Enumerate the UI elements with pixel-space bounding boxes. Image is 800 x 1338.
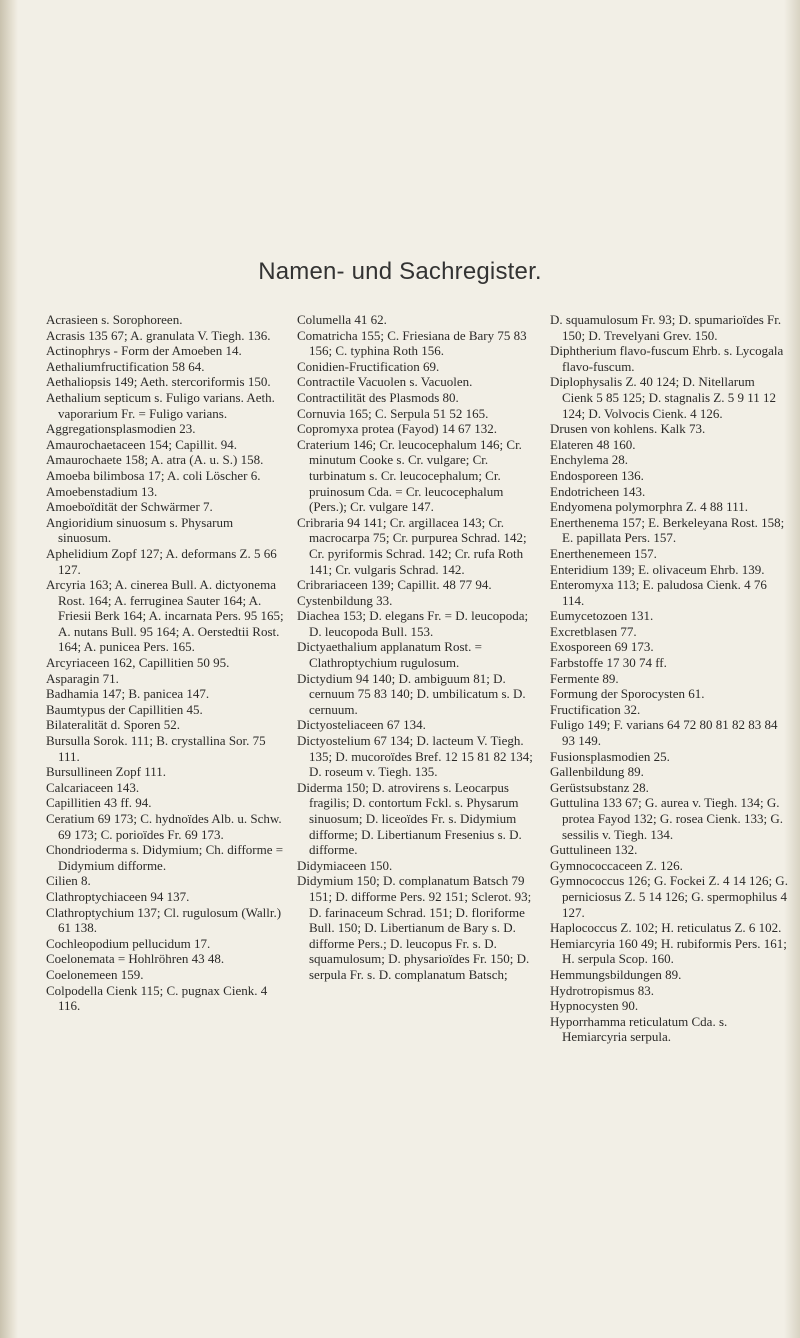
index-entry: Haplococcus Z. 102; H. reticulatus Z. 6 102. <box>550 920 782 936</box>
index-entry: Guttulineen 132. <box>550 842 638 858</box>
index-entry: Diderma 150; D. atrovirens s. Leocarpus fragilis; D. contortum Fckl. s. Physarum sinuosum; D. liceoïdes Fr. s. Didymium difforme; D. Libertianum Fresenius s. D. difforme. <box>297 779 522 858</box>
index-entry: Fusionsplasmodien 25. <box>550 748 670 764</box>
index-entry: Dictyostelium 67 134; D. lacteum V. Tiegh. 135; D. mucoroïdes Bref. 12 15 81 82 134; D. roseum v. Tiegh. 135. <box>297 733 533 780</box>
index-entry: Arcyria 163; A. cinerea Bull. A. dictyonema Rost. 164; A. ferruginea Sauter 164; A. Friesii Berk 164; A. incarnata Pers. 95 165; A. nutans Bull. 95 164; A. Oerstedtii Rost. 164; A. punicea Pers. 165. <box>46 577 284 655</box>
index-entry: Gerüstsubstanz 28. <box>550 779 649 795</box>
index-entry: Angioridium sinuosum s. Physarum sinuosum. <box>46 514 234 546</box>
index-entry: Craterium 146; Cr. leucocephalum 146; Cr. minutum Cooke s. Cr. vulgare; Cr. turbinatum s. Cr. leucocephalum; Cr. pruinosum Cda. = Cr. leucocephalum (Pers.); Cr. vulgare 147. <box>297 436 522 515</box>
index-entry: Clathroptychiaceen 94 137. <box>46 888 190 904</box>
index-entry: Fuligo 149; F. varians 64 72 80 81 82 83 84 93 149. <box>550 717 778 749</box>
index-entry: Diplophysalis Z. 40 124; D. Nitellarum Cienk 5 85 125; D. stagnalis Z. 5 9 11 12 124; D. Volvocis Cienk. 4 126. <box>550 374 777 421</box>
index-entry: Aethalium septicum s. Fuligo varians. Aeth. vaporarium Fr. = Fuligo varians. <box>46 389 275 421</box>
index-entry: Enteromyxa 113; E. paludosa Cienk. 4 76 114. <box>550 577 767 608</box>
index-entry: Excretblasen 77. <box>550 623 637 639</box>
index-entry: Columella 41 62. <box>297 312 387 327</box>
index-entry: Contractilität des Plasmods 80. <box>297 389 459 405</box>
index-entry: Hyporrhamma reticulatum Cda. s. Hemiarcyria serpula. <box>550 1013 728 1045</box>
index-entry: Amoeba bilimbosa 17; A. coli Löscher 6. <box>46 467 261 483</box>
index-entry: Badhamia 147; B. panicea 147. <box>46 686 210 702</box>
index-entry: Aethaliopsis 149; Aeth. stercoriformis 150. <box>46 374 271 390</box>
index-entry: Chondrioderma s. Didymium; Ch. difforme = Didymium difforme. <box>46 842 284 873</box>
index-entry: Didymiaceen 150. <box>297 857 393 873</box>
index-entry: Comatricha 155; C. Friesiana de Bary 75 83 156; C. typhina Roth 156. <box>297 327 527 359</box>
index-entry: Diachea 153; D. elegans Fr. = D. leucopoda; D. leucopoda Bull. 153. <box>297 608 529 639</box>
index-entry: Baumtypus der Capillitien 45. <box>46 701 203 717</box>
index-entry: Amaurochaete 158; A. atra (A. u. S.) 158. <box>46 452 264 468</box>
index-entry: Guttulina 133 67; G. aurea v. Tiegh. 134; G. protea Fayod 132; G. rosea Cienk. 133; G. sessilis v. Tiegh. 134. <box>550 795 783 842</box>
index-entry: Bursullineen Zopf 111. <box>46 764 166 780</box>
index-entry: Aphelidium Zopf 127; A. deformans Z. 5 66 127. <box>46 545 277 577</box>
index-entry: Diphtherium flavo-fuscum Ehrb. s. Lycogala flavo-fuscum. <box>550 343 784 374</box>
index-entry: Dictydium 94 140; D. ambiguum 81; D. cernuum 75 83 140; D. umbilicatum s. D. cernuum. <box>297 670 526 717</box>
index-entry: Eumycetozoen 131. <box>550 608 654 624</box>
index-entry: Cornuvia 165; C. Serpula 51 52 165. <box>297 405 489 421</box>
index-entry: Gallenbildung 89. <box>550 764 644 780</box>
index-entry: Enchylema 28. <box>550 452 628 468</box>
index-entry: Aggregationsplasmodien 23. <box>46 421 196 437</box>
index-entry: Hypnocysten 90. <box>550 998 639 1014</box>
index-entry: Bursulla Sorok. 111; B. crystallina Sor. 75 111. <box>46 733 266 764</box>
index-entry: Asparagin 71. <box>46 670 119 686</box>
index-entry: Enerthenema 157; E. Berkeleyana Rost. 158; E. papillata Pers. 157. <box>550 514 785 546</box>
index-entry: Acrasieen s. Sorophoreen. <box>46 312 183 327</box>
index-entry: Cilien 8. <box>46 873 91 889</box>
index-entry: Drusen von kohlens. Kalk 73. <box>550 421 706 437</box>
index-entry: Endotricheen 143. <box>550 483 646 499</box>
index-entry: Enteridium 139; E. olivaceum Ehrb. 139. <box>550 561 765 577</box>
index-entry: Coelonemeen 159. <box>46 966 144 982</box>
index-entry: Endyomena polymorphra Z. 4 88 111. <box>550 499 748 515</box>
index-entry: Exosporeen 69 173. <box>550 639 654 655</box>
index-entry: Arcyriaceen 162, Capillitien 50 95. <box>46 655 230 671</box>
index-entry: Bilateralität d. Sporen 52. <box>46 717 180 733</box>
index-entry: Colpodella Cienk 115; C. pugnax Cienk. 4 116. <box>46 982 268 1014</box>
index-entry: Amoeboïdität der Schwärmer 7. <box>46 499 213 515</box>
index-entry: Hydrotropismus 83. <box>550 982 654 998</box>
index-entry: Actinophrys - Form der Amoeben 14. <box>46 343 242 359</box>
index-entry: Fructification 32. <box>550 701 641 717</box>
index-entry: Coelonemata = Hohlröhren 43 48. <box>46 951 225 967</box>
index-entry: Farbstoffe 17 30 74 ff. <box>550 655 667 671</box>
index-entry: Enerthenemeen 157. <box>550 545 657 561</box>
page-title: Namen- und Sachregister. <box>258 258 542 285</box>
index-entry: Cribrariaceen 139; Capillit. 48 77 94. <box>297 577 492 593</box>
index-entry: Formung der Sporocysten 61. <box>550 686 705 702</box>
index-entry: Dictyosteliaceen 67 134. <box>297 717 426 733</box>
index-entry: Cribraria 94 141; Cr. argillacea 143; Cr. macrocarpa 75; Cr. purpurea Schrad. 142; Cr. pyriformis Schrad. 142; Cr. rufa Roth 141; Cr. vulgaris Schrad. 142. <box>297 514 527 577</box>
index-entry: Endosporeen 136. <box>550 467 644 483</box>
index-entry: Gymnococcaceen Z. 126. <box>550 857 683 873</box>
index-entry: D. squamulosum Fr. 93; D. spumarioïdes Fr. 150; D. Trevelyani Grev. 150. <box>550 312 782 343</box>
index-entry: Amaurochaetaceen 154; Capillit. 94. <box>46 436 237 452</box>
index-entry: Ceratium 69 173; C. hydnoïdes Alb. u. Schw. 69 173; C. porioïdes Fr. 69 173. <box>46 811 282 842</box>
index-entry: Conidien-Fructification 69. <box>297 358 440 374</box>
index-entry: Gymnococcus 126; G. Fockei Z. 4 14 126; G. perniciosus Z. 5 14 126; G. spermophilus 4 127. <box>550 873 788 920</box>
index-column-1 <box>46 312 284 1014</box>
index-column-3 <box>550 312 788 1045</box>
index-entry: Acrasis 135 67; A. granulata V. Tiegh. 136. <box>46 327 271 343</box>
index-entry: Elateren 48 160. <box>550 436 636 452</box>
index-entry: Didymium 150; D. complanatum Batsch 79 151; D. difforme Pers. 92 151; Sclerot. 93; D. farinaceum Schrad. 151; D. floriforme Bull. 150; D. Libertianum de Bary s. D. difforme Pers.; D. leucopus Fr. s. D. squamulosum; D. physarioïdes Fr. 150; D. serpula Fr. s. D. complanatum Batsch; <box>297 873 532 982</box>
page-spine-shadow <box>0 0 18 1338</box>
index-entry: Cystenbildung 33. <box>297 592 393 608</box>
index-entry: Amoebenstadium 13. <box>46 483 158 499</box>
index-entry: Copromyxa protea (Fayod) 14 67 132. <box>297 421 498 437</box>
index-entry: Cochleopodium pellucidum 17. <box>46 935 211 951</box>
index-entry: Fermente 89. <box>550 670 619 686</box>
index-entry: Dictyaethalium applanatum Rost. = Clathroptychium rugulosum. <box>297 639 482 671</box>
index-entry: Hemmungsbildungen 89. <box>550 966 682 982</box>
index-entry: Hemiarcyria 160 49; H. rubiformis Pers. 161; H. serpula Scop. 160. <box>550 935 787 967</box>
index-entry: Calcariaceen 143. <box>46 779 140 795</box>
index-column-2 <box>297 312 535 983</box>
index-entry: Capillitien 43 ff. 94. <box>46 795 152 811</box>
index-entry: Contractile Vacuolen s. Vacuolen. <box>297 374 473 390</box>
index-entry: Clathroptychium 137; Cl. rugulosum (Wallr.) 61 138. <box>46 904 282 936</box>
index-entry: Aethaliumfructification 58 64. <box>46 358 205 374</box>
